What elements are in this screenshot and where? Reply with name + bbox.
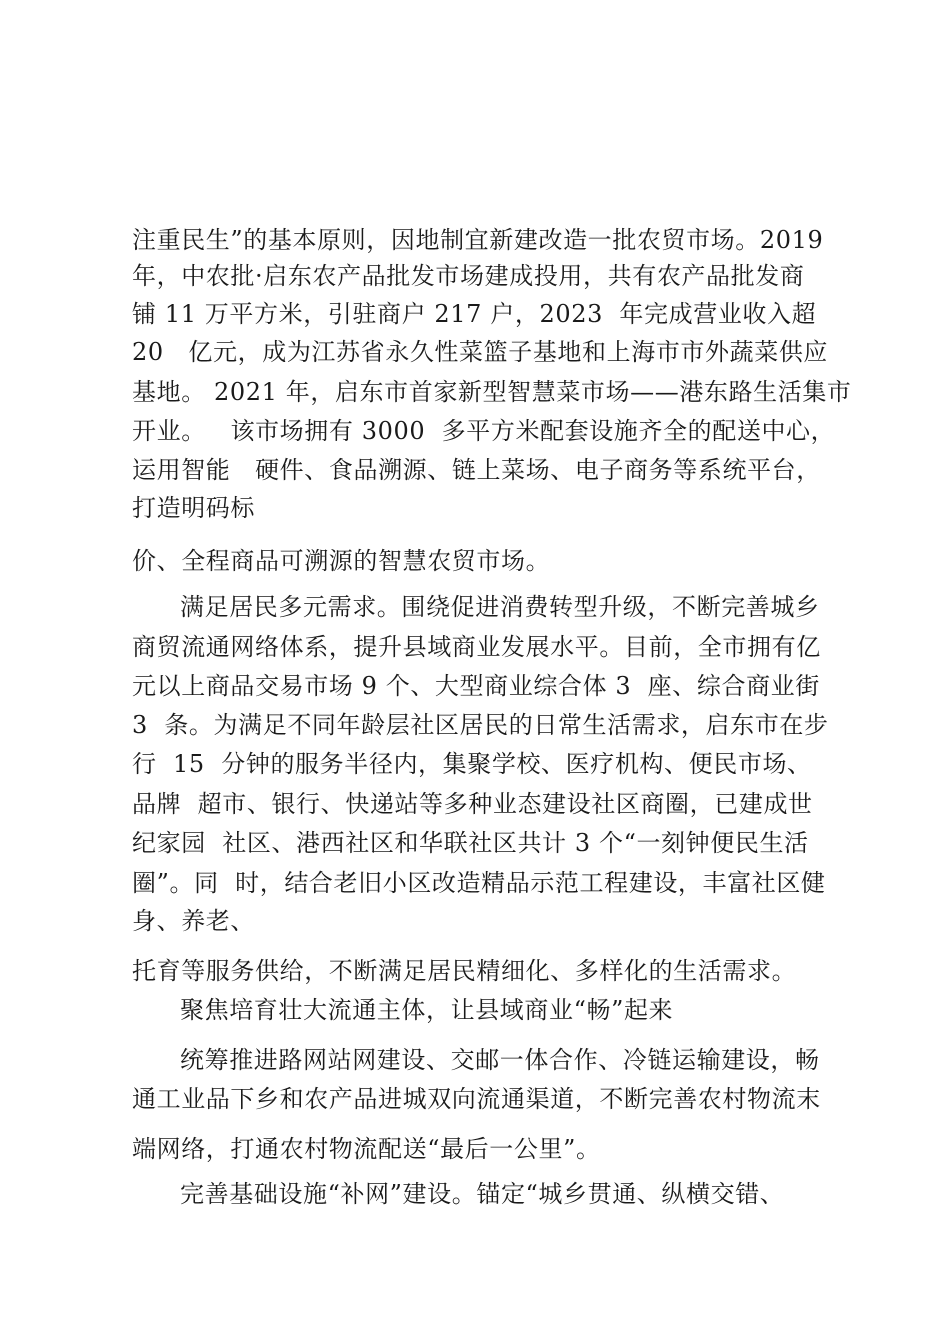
paragraph-line: 元以上商品交易市场 9 个、大型商业综合体 3 座、综合商业街 — [132, 672, 820, 700]
paragraph-line: 完善基础设施“补网”建设。锚定“城乡贯通、纵横交错、 — [180, 1180, 785, 1208]
paragraph-line: 托育等服务供给，不断满足居民精细化、多样化的生活需求。 — [132, 957, 797, 985]
paragraph-line: 商贸流通网络体系，提升县域商业发展水平。目前，全市拥有亿 — [132, 633, 821, 661]
paragraph-line: 运用智能 硬件、食品溯源、链上菜场、电子商务等系统平台， — [132, 456, 821, 484]
paragraph-line: 行 15 分钟的服务半径内，集聚学校、医疗机构、便民市场、 — [132, 750, 812, 778]
paragraph-line: 打造明码标 — [132, 494, 255, 522]
section-heading: 聚焦培育壮大流通主体，让县域商业“畅”起来 — [180, 996, 674, 1024]
paragraph-line: 3 条。为满足不同年龄层社区居民的日常生活需求，启东市在步 — [132, 711, 829, 739]
paragraph-line: 开业。 该市场拥有 3000 多平方米配套设施齐全的配送中心， — [132, 417, 836, 445]
paragraph-line: 价、全程商品可溯源的智慧农贸市场。 — [132, 547, 551, 575]
paragraph-line: 统筹推进路网站网建设、交邮一体合作、冷链运输建设，畅 — [180, 1046, 820, 1074]
paragraph-line: 身、养老、 — [132, 907, 255, 935]
paragraph-line: 品牌 超市、银行、快递站等多种业态建设社区商圈，已建成世 — [132, 790, 813, 818]
paragraph-line: 铺 11 万平方米，引驻商户 217 户，2023 年完成营业收入超 — [132, 300, 817, 328]
paragraph-line: 通工业品下乡和农产品进城双向流通渠道，不断完善农村物流末 — [132, 1085, 821, 1113]
paragraph-line: 基地。 2021 年，启东市首家新型智慧菜市场——港东路生活集市 — [132, 378, 852, 406]
paragraph-line: 纪家园 社区、港西社区和华联社区共计 3 个“一刻钟便民生活 — [132, 829, 809, 857]
paragraph-line: 20 亿元，成为江苏省永久性菜篮子基地和上海市市外蔬菜供应 — [132, 338, 829, 366]
paragraph-line: 圈”。同 时，结合老旧小区改造精品示范工程建设，丰富社区健 — [132, 869, 826, 897]
paragraph-line: 年，中农批·启东农产品批发市场建成投用，共有农产品批发商 — [132, 262, 805, 290]
paragraph-line: 端网络，打通农村物流配送“最后一公里”。 — [132, 1135, 601, 1163]
paragraph-line: 注重民生”的基本原则，因地制宜新建改造一批农贸市场。2019 — [132, 226, 824, 254]
paragraph-line: 满足居民多元需求。围绕促进消费转型升级，不断完善城乡 — [180, 593, 820, 621]
